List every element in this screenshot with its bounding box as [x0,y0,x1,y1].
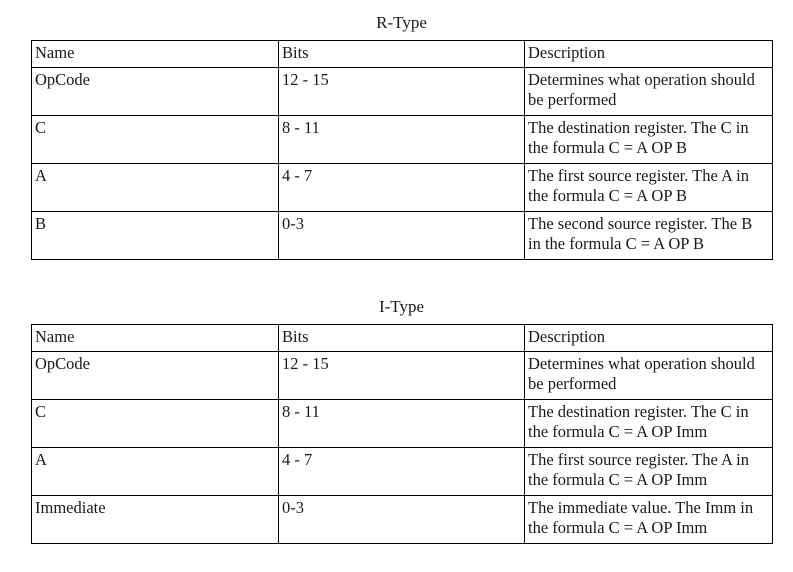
field-name: OpCode [32,68,279,116]
field-name: OpCode [32,352,279,400]
r-type-title: R-Type [376,13,427,32]
field-bits: 4 - 7 [279,164,525,212]
table-header-row [32,325,773,352]
field-description: The second source register. The B in the formula C = A OP B [525,212,773,260]
i-type-table [31,324,773,544]
i-type-title: I-Type [378,297,425,316]
header-name: Name [32,41,279,68]
table-row [32,352,773,400]
field-name: B [32,212,279,260]
field-bits: 0-3 [279,212,525,260]
field-name: C [32,116,279,164]
field-bits: 12 - 15 [279,352,525,400]
field-description: The destination register. The C in the formula C = A OP Imm [525,400,773,448]
table-row [32,164,773,212]
table-row [32,400,773,448]
field-bits: 4 - 7 [279,448,525,496]
field-description: The destination register. The C in the formula C = A OP B [525,116,773,164]
field-description: The first source register. The A in the formula C = A OP B [525,164,773,212]
header-description: Description [525,41,773,68]
table-row [32,448,773,496]
field-bits: 8 - 11 [279,116,525,164]
field-bits: 8 - 11 [279,400,525,448]
field-description: Determines what operation should be performed [525,352,773,400]
table-row [32,496,773,544]
header-bits: Bits [279,41,525,68]
field-description: The immediate value. The Imm in the formula C = A OP Imm [525,496,773,544]
table-row [32,212,773,260]
r-type-table [31,40,773,260]
field-bits: 0-3 [279,496,525,544]
header-description: Description [525,325,773,352]
field-name: C [32,400,279,448]
field-name: A [32,164,279,212]
table-row [32,68,773,116]
table-row [32,116,773,164]
field-description-text: Determines what operation should be performed [528,70,755,109]
field-description: The first source register. The A in the formula C = A OP Imm [525,448,773,496]
field-bits: 12 - 15 [279,68,525,116]
header-name: Name [32,325,279,352]
field-name: A [32,448,279,496]
header-bits: Bits [279,325,525,352]
field-name: Immediate [32,496,279,544]
field-description[interactable] [525,68,773,116]
table-header-row [32,41,773,68]
